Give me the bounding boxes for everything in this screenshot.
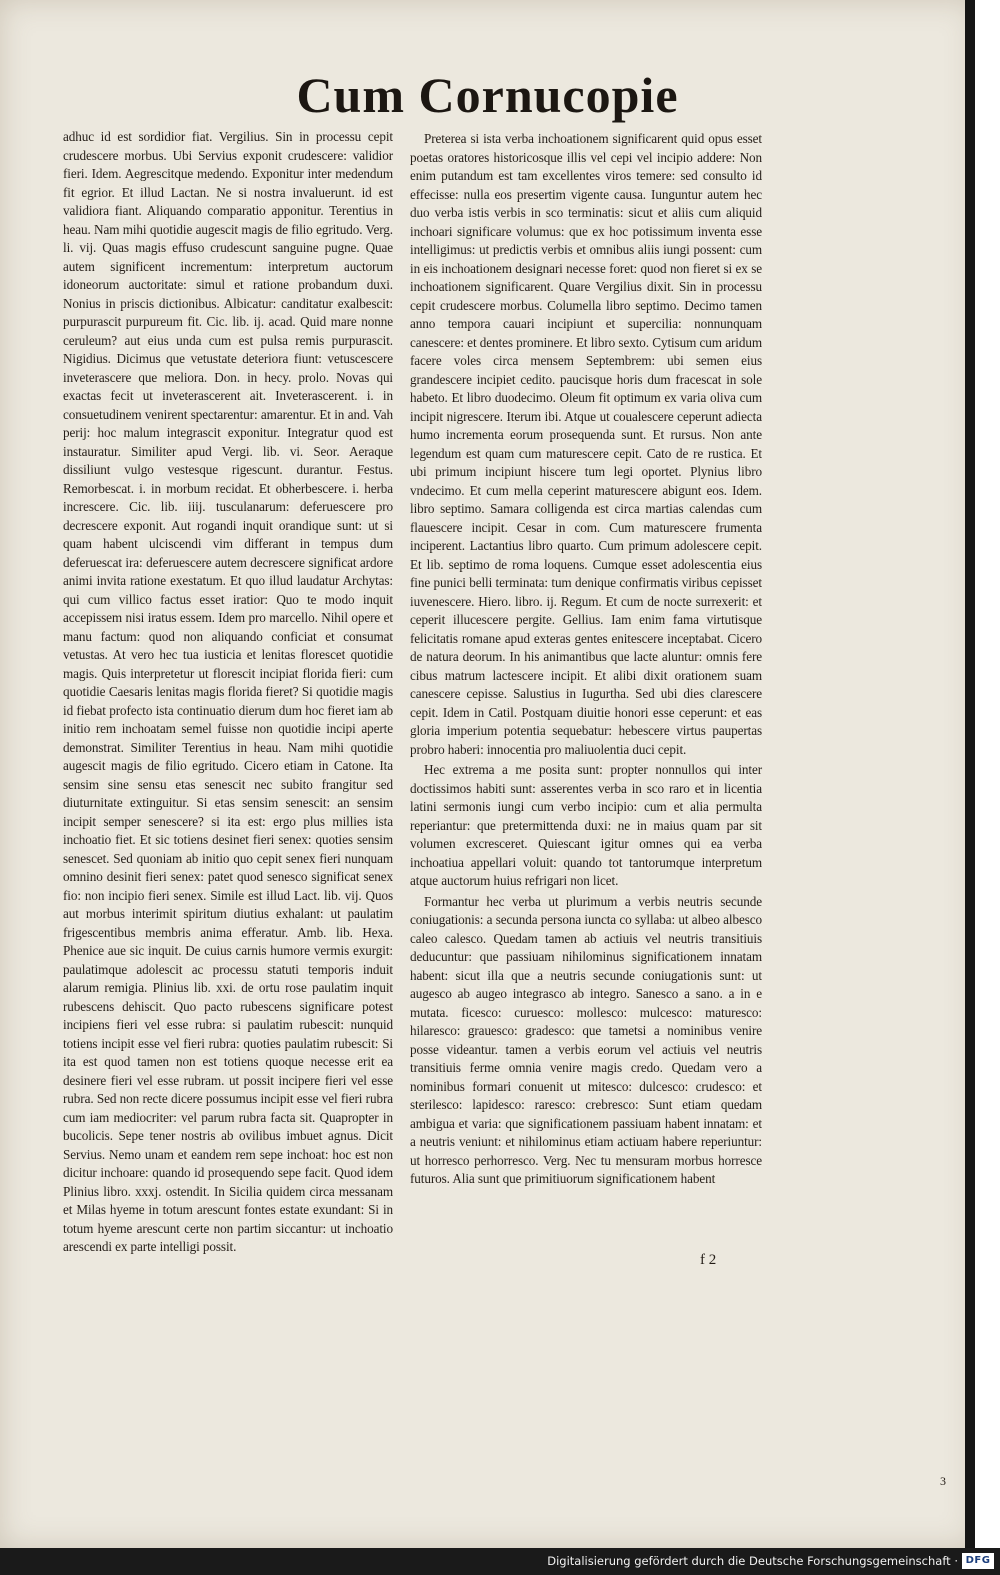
page-mark: 3: [940, 1474, 946, 1488]
right-paragraph-3: Formantur hec verba ut plurimum a verbis neutris secunde coniugationis: a secunda persona iuncta co syllaba: ut albeo albesco caleo calesco. Quedam tamen ab actiuis vel neutris transitiuis deducuntur: que passiuam nihilominus significationem innatam habent: sicut illa que a neutris secunde coniugationis sunt: ut augesco ab augeo integrasco ab integro. Sanesco a sano. a in e mutata. ficesco: curuesco: mollesco: mulcesco: maturesco: hilaresco: grauesco: gradesco: que tametsi a nominibus venire posse videantur. tamen a verbis eorum vel actiuis vel neutris transitiuis ferme omnia venire magis credo. Quedam vero a nominibus formari conuenit ut mitesco: dulcesco: crudesco: et sterilesco: lapidesco: raresco: crebresco: Sunt etiam quedam ambigua et varia: que significationem passiuam habent innatam: et a neutris veniunt: et nihilominus etiam actiuam habere reperiuntur: ut horresco perhorresco. Verg. Nec tu mensuram morbus horresce futuros. Alia sunt que primitiuorum significationem habent: [410, 893, 762, 1186]
page-heading: Cum Cornucopie: [296, 67, 679, 123]
left-text-column: [63, 128, 393, 1257]
right-paragraph-2: Hec extrema a me posita sunt: propter nonnullos qui inter doctissimos habiti sunt: asserentes verba in sco raro et in licentia latini sermonis iungi cum verbo incipio: cum et alia permulta reperiantur: que pretermittenda duxi: ne in maius quam par sit volumen excresceret. Quiescant igitur omnes qui ea verba inchoatiua appellari voluit: quando tot tantorumque interpretum atque auctorum huius refrigari non licet.: [410, 762, 762, 888]
right-text-column: [410, 128, 762, 1189]
scan-margin: [975, 0, 1000, 1548]
funding-notice: Digitalisierung gefördert durch die Deutsche Forschungsgemeinschaft ·: [547, 1554, 958, 1568]
signature-mark: f 2: [700, 1252, 717, 1268]
footer-bar: [0, 1548, 1000, 1575]
page-edge-shadow: [965, 0, 975, 1548]
left-paragraph-1: adhuc id est sordidior fiat. Vergilius. Sin in processu cepit crudescere morbus. Ubi Servius exponit crudescere: validior fieri. Idem. Aegrescitque medendo. Exponitur inter medendum fit egrior. Et illud Lactan. Ne si nostra invaluerunt. id est validiora fiant. Aliquando comparatio apponitur. Terentius in heau. Nam mihi quotidie augescit magis de filio egritudo. Verg. li. vij. Quas magis effuso crudescunt sanguine pugne. Quae autem significent incrementum: interpretum auctorum idoneorum auctoritate: simul et ratione probandum duxi. Nonius in priscis dictionibus. Albicatur: canditatur exalbescit: purpurascit purpureum fit. Cic. lib. ij. acad. Quid mare nonne ceruleum? aut eius unda cum est pulsa remis purpurascit. Nigidius. Dicimus que vetustate deteriora fiunt: vetuscescere inveterascere que meliora. Don. in hecy. prolo. Novas qui exactas fecit ut inveterascerent ait. Inveterascerent. i. in consuetudinem venirent spectarentur: amarentur. Et in and. Vah perij: hoc malum integrascit exponitur. Integratur quod est instauratur. Similiter apud Vergi. lib. vi. Seor. Aeraque dissiliunt vulgo vestesque rigescunt. durantur. Festus. Remorbescat. i. in morbum recidat. Et obherbescere. i. herba increscere. Cic. lib. iiij. tusculanarum: deferuescere pro decrescere exponit. Aut rogandi inquit orandique sunt: ut si quam habent ulciscendi vim differant in tempus dum deferuescat ira: deferuescere autem decrescere significat ardore animi invita ratione exestatum. Et quo illud laudatur Archytas: qui cum villico factus esset iratior: Quo te modo inquit accepissem nisi iratus essem. Idem pro marcello. Nihil opere et manu factum: quod non aliquando conficiat et consumat vetustas. At vero hec tua iusticia et lenitas florescet quotidie magis. Quis interpretetur ut florescit incipiat florida fieri: cum quotidie Caesaris lenitas magis florida fieret? Si quotidie magis id fiebat profecto ista continuatio dierum dum hoc fieret iam ab initio rem inchoatam semel fuisse non quotidie incipi aperte demonstrat. Similiter Terentius in heau. Nam mihi quotidie augescit magis de filio egritudo. Cicero etiam in Catone. Ita sensim sine sensu etas senescit nec subito frangitur sed diuturnitate extinguitur. Si etas sensim senescit: an sensim incipit semper senescere? si ita est: ergo plus millies ista inchoatio fiet. Et sic totiens desinet fieri senex: quoties sensim senescet. Sed quoniam ab initio quo cepit senex fieri nunquam omnino desinit fieri senex: patet quod senesco significat senex fio: non incipio fieri senex. Simile est illud Lact. lib. vij. Quos aut morbus interimit spiritum diutius exhalant: ut paulatim frigescentibus membris anima efferatur. Amb. lib. Hexa. Phenice aue sic inquit. De cuius carnis humore vermis exurgit: paulatimque adolescit ac processu statuti temporis induit alarum remigia. Plinius lib. xxi. de ortu rose paulatim inquit rubescens dehiscit. Quo pacto rubescens significare potest incipiens fieri vel esse rubra: si paulatim rubescit: nunquid totiens incipit esse vel fieri rubra: quoties paulatim rubescit: Si ita est quod tamen non est totiens quoque necesse erit ea desinere fieri vel esse rubram. ut possit incipere fieri vel esse rubra. Sed non recte dicere possumus incipit esse vel fieri rubra cum iam mediocriter: vel parum rubra facta sit. Quapropter in bucolicis. Sepe tener nostris ab ovilibus imbuet agnus. Dicit Servius. Nemo unam et eandem rem sepe inchoat: hoc est non dicitur inchoare: quando id prosequendo sepe facit. Quod idem Plinius libro. xxxj. ostendit. In Sicilia quidem circa messanam et Milas hyeme in totum arescunt fontes estate exundant: Si in totum hyeme arescunt certe non partim siccantur: ut inchoatio arescendi ex parte intelligi possit.: [63, 129, 393, 1254]
right-paragraph-1: Preterea si ista verba inchoationem significarent quid opus esset poetas oratores historicosque illis vel cepi vel incipio addere: Non enim putandum est tam excellentes viros temere: sed consulto id effecisse: nulla eos presertim vigente causa. Iunguntur autem hec duo verba istis verbis in sco terminatis: sicut et aliis cum aliquid inchoari significare volumus: que ex hoc potissimum inventa esse intelligimus: ut predictis verbis et omnibus aliis iungi possent: cum in eis inchoationem designari necesse foret: quod non fieret si ex se inchoationem significarent. Quare Vergilius dixit. Sin in processu cepit crudescere morbus. Columella libro septimo. Decimo tamen anno tempora cauari incipiunt et supercilia: nonnunquam canescere: et dentes prominere. Et libro sexto. Cytisum cum aridum facere voles circa mensem Septembrem: ubi semen eius grandescere incipiet cedito. paucisque horis dum fracescat in sole habeto. Et libro duodecimo. Oleum fit optimum ex varia oliva cum incipit nigrescere. Iterum ibi. Atque ut coualescere ceperunt adiecta humo incrementa eorum prosequenda sunt. Et rursus. Non ante legendum est quam cum maturescere cepit. Cato de re rustica. Et ubi primum incipiunt hiscere tum legi oportet. Plynius libro vndecimo. Et cum mella ceperint maturescere abigunt eos. Idem. libro septimo. Samara colligenda est circa martias calendas cum flauescere incipit. Cesar in com. Cum maturescere frumenta inciperent. Lactantius libro quarto. Cum primum adolescere cepit. Et lib. septimo de roma loquens. Cumque esset adolescentia eius fine punici belli terminata: tum denique confirmatis viribus cepisset iuvenescere. Hiero. libro. ij. Regum. Et cum de nocte surrexerit: et ceperit illucescere pergite. Gellius. Iam enim fama virtutisque felicitatis romane apud exteras gentes enitescere inceptabat. Cicero de natura deorum. In his animantibus que lacte aluntur: omnis fere cibus matrum lactescere incipit. Et alibi dixit orationem suam canescere cepisse. Salustius in Iugurtha. Sed ubi dies clarescere cepit. Idem in Catil. Postquam diuitie honori esse ceperunt: et eas gloria imperium potentia sequebatur: hebescere virtus paupertas probro haberi: innocentia pro maliuolentia duci cepit.: [410, 131, 762, 757]
dfg-logo-icon: DFG: [962, 1553, 994, 1569]
